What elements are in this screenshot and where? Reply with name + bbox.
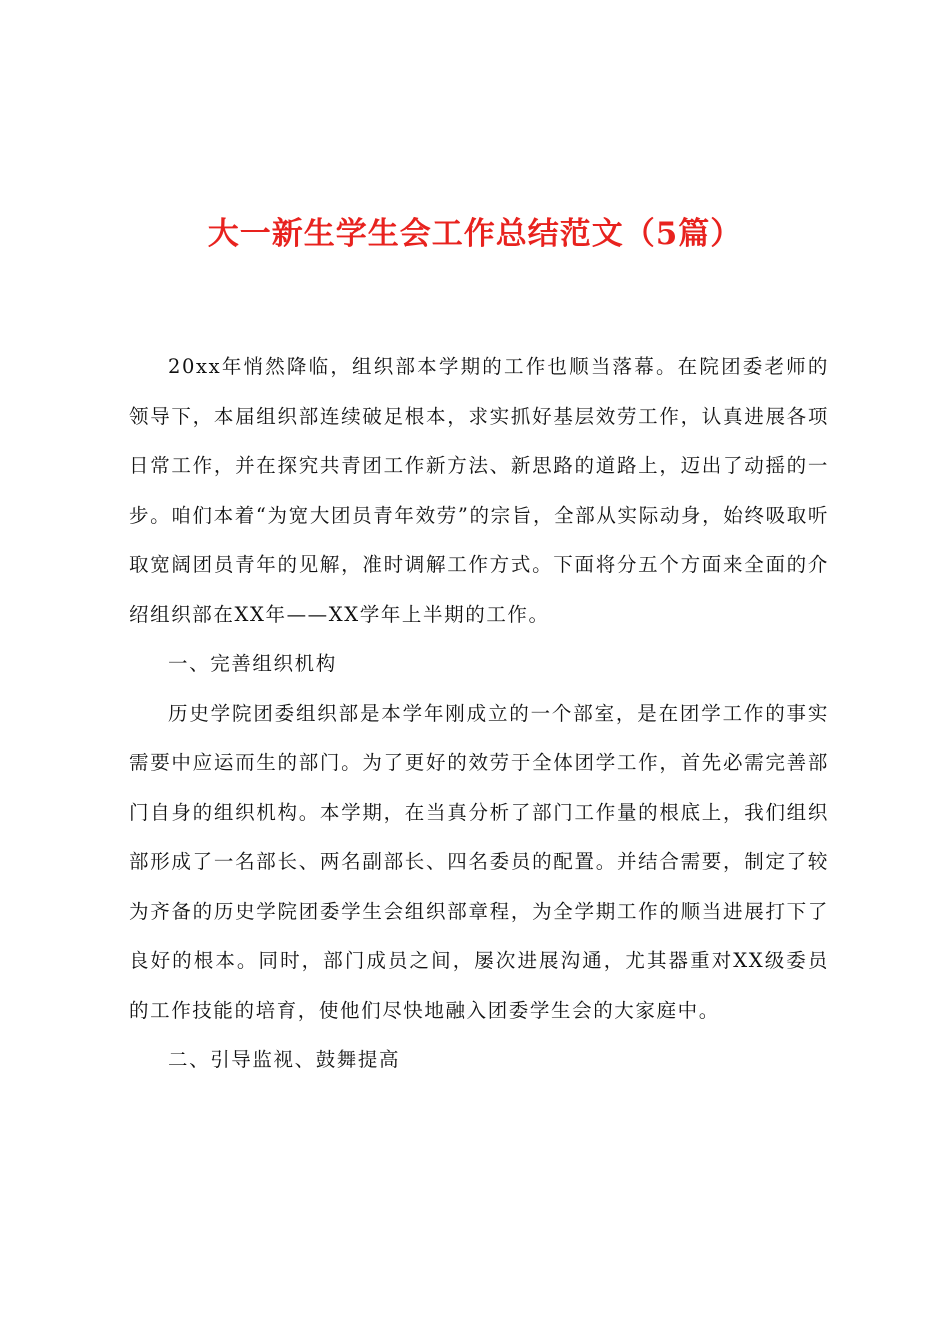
- section-heading-1: 一、完善组织机构: [168, 652, 337, 675]
- document-body: [129, 342, 829, 1085]
- section-heading-2: 二、引导监视、鼓舞提高: [168, 1048, 401, 1071]
- paragraph-intro: 20xx年悄然降临，组织部本学期的工作也顺当落幕。在院团委老师的领导下，本届组织部连续破足根本，求实抓好基层效劳工作，认真进展各项日常工作，并在探究共青团工作新方法、新思路的道路上，迈出了动摇的一步。咱们本着“为宽大团员青年效劳”的宗旨，全部从实际动身，始终吸取听取宽阔团员青年的见解，准时调解工作方式。下面将分五个方面来全面的介绍组织部在XX年——XX学年上半期的工作。: [129, 355, 829, 626]
- paragraph-section-1: 历史学院团委组织部是本学年刚成立的一个部室，是在团学工作的事实需要中应运而生的部门。为了更好的效劳于全体团学工作，首先必需完善部门自身的组织机构。本学期，在当真分析了部门工作量的根底上，我们组织部形成了一名部长、两名副部长、四名委员的配置。并结合需要，制定了较为齐备的历史学院团委学生会组织部章程，为全学期工作的顺当进展打下了良好的根本。同时，部门成员之间，屡次进展沟通，尤其器重对XX级委员的工作技能的培育，使他们尽快地融入团委学生会的大家庭中。: [129, 701, 829, 1022]
- document-title: 大一新生学生会工作总结范文（5篇）: [207, 216, 743, 252]
